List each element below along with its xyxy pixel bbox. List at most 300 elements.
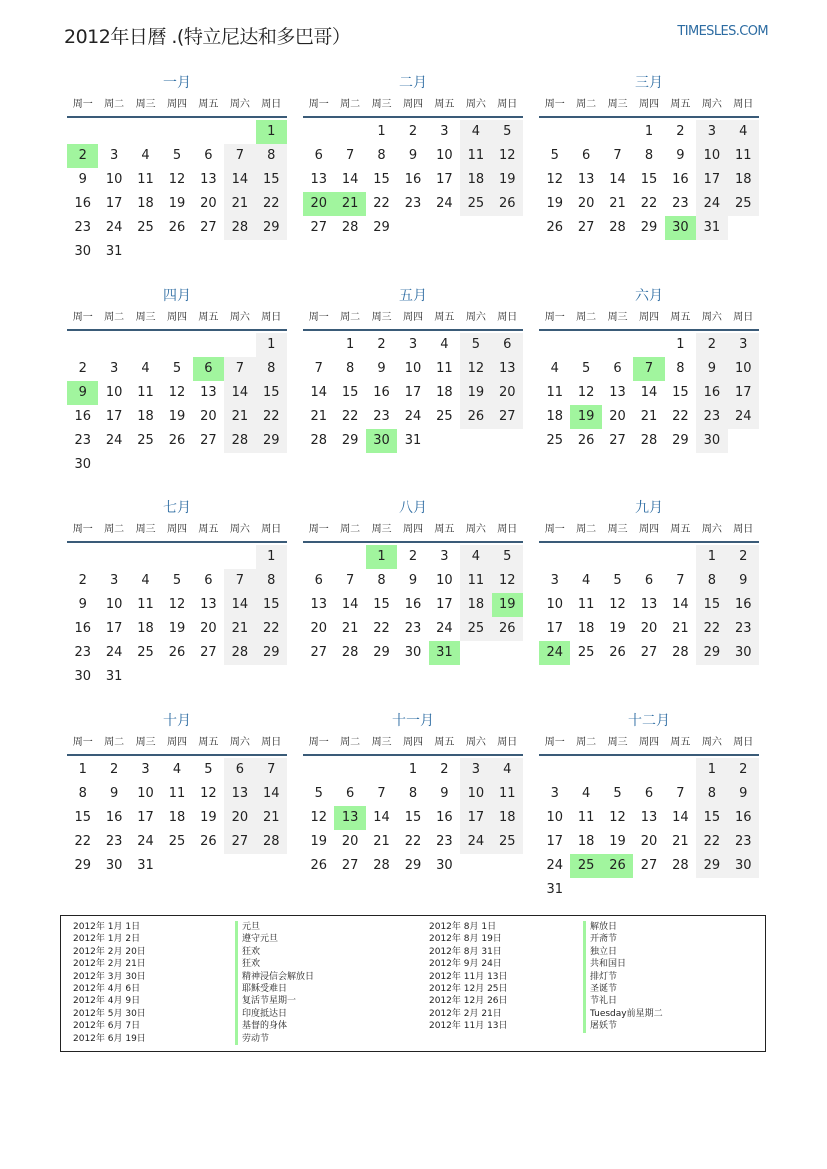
day-cell: 15 (256, 381, 287, 405)
day-cell: 5 (492, 120, 523, 144)
month-5 (303, 285, 523, 498)
day-cell: 21 (373, 833, 390, 849)
day-cell: 10 (436, 573, 453, 588)
weekday-label: 周四 (638, 736, 659, 748)
weekday-label: 周一 (544, 99, 565, 110)
holiday-entry: 2012年 11月 13日 (429, 971, 508, 982)
weekday-label: 周五 (198, 99, 219, 110)
weekday-label: 周五 (434, 99, 455, 110)
holiday-entry: Tuesday前星期二 (590, 1008, 663, 1019)
day-cell: 15 (256, 168, 287, 192)
holiday-day-cell: 21 (334, 192, 365, 216)
day-cell: 9 (377, 360, 386, 376)
weekday-label: 周四 (166, 99, 187, 110)
day-cell: 16 (373, 384, 390, 400)
empty-day-cell (602, 333, 633, 357)
month-title: 六月 (635, 287, 663, 304)
day-cell: 11 (577, 809, 595, 825)
day-cell: 2 (408, 549, 418, 564)
day-cell: 17 (546, 833, 563, 849)
holiday-entry: 2012年 2月 20日 (73, 946, 146, 957)
day-cell: 4 (728, 120, 759, 144)
day-grid (303, 333, 523, 453)
holiday-day-cell: 7 (633, 357, 664, 381)
day-cell: 20 (341, 833, 359, 849)
day-cell: 23 (404, 196, 422, 211)
weekday-label: 周四 (638, 311, 659, 323)
weekday-label: 周五 (434, 736, 455, 748)
empty-day-cell (570, 545, 601, 569)
site-brand-link[interactable]: TIMESLES.COM (677, 24, 768, 39)
day-cell: 23 (74, 432, 91, 448)
day-cell: 7 (377, 785, 386, 801)
weekday-label: 周五 (198, 524, 219, 535)
day-cell: 24 (728, 405, 759, 429)
day-cell: 25 (460, 192, 491, 216)
day-cell: 2 (728, 758, 759, 782)
day-cell: 5 (172, 360, 182, 376)
empty-day-cell (570, 333, 601, 357)
empty-day-cell (633, 545, 664, 569)
day-grid (539, 545, 759, 665)
weekday-label: 周日 (261, 736, 282, 748)
day-cell: 15 (373, 597, 390, 612)
day-cell: 28 (224, 216, 255, 240)
day-cell: 7 (676, 785, 685, 801)
day-cell: 6 (314, 148, 323, 163)
month-title: 十月 (163, 712, 191, 729)
day-cell: 11 (168, 785, 186, 801)
day-cell: 25 (728, 192, 759, 216)
day-cell: 16 (672, 172, 689, 187)
day-cell: 17 (105, 621, 123, 636)
day-cell: 31 (105, 244, 123, 259)
weekday-label: 周五 (670, 311, 691, 323)
day-cell: 4 (492, 758, 523, 782)
day-cell: 2 (696, 333, 727, 357)
day-cell: 19 (609, 833, 626, 849)
holiday-entry: 狂欢 (242, 946, 261, 957)
day-cell: 4 (460, 120, 491, 144)
weekday-header (303, 307, 523, 331)
day-cell: 27 (200, 645, 217, 660)
weekday-label: 周四 (166, 524, 187, 535)
holiday-entry: 劳动节 (242, 1033, 270, 1044)
day-cell: 6 (204, 148, 213, 163)
holiday-entry: 2012年 4月 6日 (73, 984, 141, 995)
weekday-label: 周日 (261, 99, 282, 110)
weekday-label: 周三 (135, 311, 156, 323)
day-cell: 29 (404, 857, 422, 873)
weekday-label: 周三 (135, 736, 156, 748)
day-cell: 25 (137, 220, 154, 235)
day-cell: 23 (404, 621, 422, 636)
month-title: 三月 (635, 75, 663, 91)
weekday-label: 周五 (670, 736, 691, 748)
empty-day-cell (539, 758, 570, 782)
weekday-label: 周日 (261, 524, 282, 535)
day-cell: 11 (460, 144, 491, 168)
empty-day-cell (665, 545, 696, 569)
day-cell: 30 (105, 857, 123, 873)
weekday-header (539, 94, 759, 118)
day-cell: 29 (74, 857, 91, 873)
day-cell: 22 (373, 621, 390, 636)
calendar-grid (67, 72, 761, 922)
day-cell: 6 (613, 360, 622, 376)
weekday-label: 周二 (340, 311, 361, 323)
holiday-day-cell: 9 (67, 381, 98, 405)
day-cell: 1 (644, 124, 654, 139)
day-cell: 7 (345, 573, 355, 588)
holiday-entry: 节礼日 (590, 996, 618, 1007)
day-cell: 31 (105, 669, 123, 684)
day-cell: 4 (440, 336, 449, 352)
day-cell: 8 (377, 573, 386, 588)
day-cell: 22 (256, 617, 287, 641)
empty-day-cell (67, 545, 98, 569)
day-cell: 20 (577, 196, 595, 211)
empty-day-cell (224, 333, 255, 357)
day-grid (539, 333, 759, 453)
holiday-list (60, 915, 766, 1052)
day-cell: 9 (78, 172, 87, 187)
day-cell: 14 (640, 384, 658, 400)
day-cell: 16 (404, 597, 422, 612)
day-cell: 26 (310, 857, 327, 873)
day-cell: 13 (224, 782, 255, 806)
weekday-header (539, 732, 759, 756)
empty-day-cell (303, 545, 334, 569)
day-cell: 14 (256, 782, 287, 806)
day-cell: 27 (200, 220, 217, 235)
holiday-entry: 独立日 (590, 946, 618, 957)
month-title: 九月 (635, 500, 663, 516)
day-cell: 2 (78, 360, 87, 376)
day-cell: 19 (168, 621, 186, 636)
day-cell: 8 (256, 144, 287, 168)
month-6 (539, 285, 759, 498)
weekday-label: 周一 (308, 736, 329, 748)
day-cell: 7 (256, 758, 287, 782)
day-cell: 26 (168, 220, 186, 235)
day-cell: 27 (577, 220, 595, 235)
day-cell: 18 (460, 593, 491, 617)
day-cell: 3 (550, 785, 559, 801)
day-cell: 15 (256, 593, 287, 617)
weekday-label: 周二 (104, 524, 125, 535)
day-cell: 19 (609, 621, 626, 636)
holiday-day-cell: 13 (334, 806, 365, 830)
holiday-entry: 屠妖节 (590, 1021, 618, 1032)
day-cell: 31 (404, 432, 422, 448)
day-cell: 28 (609, 220, 626, 235)
day-cell: 20 (200, 196, 217, 211)
empty-day-cell (193, 545, 224, 569)
month-title: 一月 (163, 75, 191, 91)
day-cell: 24 (460, 830, 491, 854)
month-title: 八月 (399, 500, 427, 516)
day-cell: 30 (696, 429, 727, 453)
holiday-entry: 开斋节 (590, 934, 618, 945)
day-cell: 24 (105, 220, 123, 235)
day-cell: 1 (256, 333, 287, 357)
empty-day-cell (366, 758, 397, 782)
day-cell: 31 (137, 857, 154, 873)
day-cell: 5 (204, 761, 213, 777)
day-cell: 22 (256, 405, 287, 429)
day-cell: 6 (644, 573, 654, 588)
weekday-header (67, 94, 287, 118)
holiday-entry: 遵守元旦 (242, 934, 279, 945)
day-cell: 26 (200, 833, 217, 849)
day-cell: 30 (74, 244, 91, 259)
day-cell: 9 (408, 148, 418, 163)
day-cell: 21 (310, 408, 327, 424)
day-cell: 8 (377, 148, 386, 163)
weekday-header (303, 519, 523, 543)
day-cell: 14 (310, 384, 327, 400)
day-cell: 29 (640, 220, 658, 235)
weekday-label: 周三 (371, 99, 392, 110)
day-cell: 1 (78, 761, 87, 777)
day-cell: 6 (224, 758, 255, 782)
day-cell: 12 (460, 357, 491, 381)
holiday-entry: 精神浸信会解放日 (242, 971, 315, 982)
day-cell: 4 (141, 573, 150, 588)
day-cell: 14 (672, 809, 689, 825)
day-cell: 13 (200, 597, 217, 612)
holiday-entry: 圣诞节 (590, 984, 618, 995)
day-cell: 23 (74, 220, 91, 235)
day-cell: 17 (460, 806, 491, 830)
day-cell: 10 (436, 148, 453, 163)
day-cell: 3 (728, 333, 759, 357)
day-cell: 9 (696, 357, 727, 381)
day-cell: 17 (105, 408, 123, 424)
day-cell: 12 (492, 569, 523, 593)
month-10 (67, 710, 287, 923)
weekday-label: 周五 (434, 524, 455, 535)
day-cell: 26 (492, 192, 523, 216)
day-cell: 3 (460, 758, 491, 782)
weekday-label: 周一 (544, 524, 565, 535)
empty-day-cell (303, 758, 334, 782)
weekday-label: 周三 (371, 736, 392, 748)
day-cell: 25 (137, 432, 154, 448)
day-cell: 10 (404, 360, 422, 376)
day-cell: 3 (696, 120, 727, 144)
day-cell: 16 (728, 806, 759, 830)
day-cell: 11 (728, 144, 759, 168)
weekday-label: 周日 (733, 311, 754, 323)
day-cell: 13 (492, 357, 523, 381)
day-cell: 22 (74, 833, 91, 849)
day-cell: 29 (341, 432, 359, 448)
weekday-label: 周一 (308, 524, 329, 535)
day-cell: 17 (105, 196, 123, 211)
day-cell: 11 (577, 597, 595, 612)
day-cell: 3 (440, 549, 449, 564)
holiday-day-cell: 24 (539, 641, 570, 665)
weekday-label: 周六 (229, 311, 250, 323)
day-cell: 20 (310, 621, 327, 636)
day-cell: 17 (546, 621, 563, 636)
weekday-label: 周四 (402, 736, 423, 748)
weekday-label: 周三 (607, 736, 628, 748)
day-cell: 19 (310, 833, 327, 849)
day-grid (303, 758, 523, 878)
holiday-entry: 2012年 5月 30日 (73, 1008, 146, 1019)
day-cell: 3 (408, 336, 418, 352)
empty-day-cell (570, 120, 601, 144)
day-cell: 24 (546, 857, 563, 873)
weekday-label: 周六 (229, 736, 250, 748)
day-cell: 27 (200, 432, 217, 448)
weekday-label: 周二 (576, 311, 597, 323)
weekday-label: 周六 (465, 99, 486, 110)
weekday-label: 周五 (670, 99, 691, 110)
weekday-label: 周一 (72, 311, 93, 323)
day-cell: 22 (341, 408, 359, 424)
empty-day-cell (633, 758, 664, 782)
weekday-label: 周一 (308, 99, 329, 110)
weekday-header (303, 732, 523, 756)
day-cell: 22 (404, 833, 422, 849)
day-cell: 2 (408, 124, 418, 139)
holiday-entry: 狂欢 (242, 959, 261, 970)
day-cell: 9 (408, 573, 418, 588)
day-cell: 11 (137, 384, 154, 400)
day-cell: 12 (577, 384, 595, 400)
day-cell: 4 (460, 545, 491, 569)
day-cell: 12 (200, 785, 217, 801)
weekday-label: 周三 (371, 311, 392, 323)
empty-day-cell (334, 545, 365, 569)
weekday-label: 周六 (229, 99, 250, 110)
weekday-label: 周四 (638, 99, 659, 110)
day-cell: 7 (676, 573, 685, 588)
day-cell: 2 (377, 336, 386, 352)
day-cell: 16 (404, 172, 422, 187)
weekday-header (67, 519, 287, 543)
day-cell: 8 (256, 357, 287, 381)
empty-day-cell (130, 120, 161, 144)
day-cell: 3 (109, 360, 119, 376)
month-title: 七月 (163, 500, 191, 516)
holiday-day-cell: 1 (366, 545, 397, 569)
weekday-label: 周二 (340, 524, 361, 535)
day-cell: 1 (676, 336, 685, 352)
day-cell: 16 (105, 809, 123, 825)
day-cell: 7 (345, 148, 355, 163)
day-cell: 2 (109, 761, 119, 777)
month-7 (67, 497, 287, 710)
weekday-label: 周三 (371, 524, 392, 535)
holiday-day-cell: 31 (429, 641, 460, 665)
day-cell: 17 (696, 168, 727, 192)
empty-day-cell (602, 758, 633, 782)
day-cell: 14 (341, 172, 359, 187)
holiday-day-cell: 20 (303, 192, 334, 216)
day-cell: 28 (256, 830, 287, 854)
weekday-label: 周二 (104, 311, 125, 323)
day-cell: 21 (609, 196, 626, 211)
empty-day-cell (98, 333, 129, 357)
holiday-names-column-2 (583, 921, 663, 1033)
day-cell: 12 (492, 144, 523, 168)
empty-day-cell (193, 120, 224, 144)
day-cell: 26 (609, 645, 626, 660)
day-cell: 8 (696, 569, 727, 593)
weekday-label: 周日 (261, 311, 282, 323)
day-cell: 12 (168, 597, 186, 612)
day-cell: 26 (492, 617, 523, 641)
day-cell: 18 (436, 384, 453, 400)
day-cell: 12 (310, 809, 327, 825)
day-cell: 7 (314, 360, 323, 376)
weekday-label: 周一 (72, 99, 93, 110)
day-cell: 14 (341, 597, 359, 612)
empty-day-cell (665, 758, 696, 782)
holiday-entry: 2012年 8月 19日 (429, 934, 502, 945)
day-cell: 8 (696, 782, 727, 806)
day-cell: 5 (613, 573, 622, 588)
weekday-label: 周六 (229, 524, 250, 535)
holiday-entry: 2012年 6月 19日 (73, 1033, 146, 1044)
day-cell: 25 (460, 617, 491, 641)
weekday-label: 周日 (497, 311, 518, 323)
day-cell: 19 (168, 408, 186, 424)
day-cell: 4 (581, 573, 591, 588)
day-cell: 13 (200, 384, 217, 400)
day-cell: 17 (137, 809, 154, 825)
day-cell: 16 (436, 809, 453, 825)
weekday-label: 周四 (166, 311, 187, 323)
day-cell: 19 (460, 381, 491, 405)
day-cell: 24 (436, 621, 453, 636)
day-cell: 23 (696, 405, 727, 429)
day-cell: 5 (550, 148, 559, 163)
day-cell: 16 (74, 196, 91, 211)
day-cell: 1 (696, 545, 727, 569)
empty-day-cell (193, 333, 224, 357)
holiday-entry: 2012年 11月 13日 (429, 1021, 508, 1032)
holiday-entry: 2012年 4月 9日 (73, 996, 141, 1007)
day-cell: 29 (256, 641, 287, 665)
month-8 (303, 497, 523, 710)
weekday-header (303, 94, 523, 118)
holiday-entry: 复活节星期一 (242, 996, 297, 1007)
day-cell: 1 (377, 124, 386, 139)
day-cell: 21 (256, 806, 287, 830)
month-11 (303, 710, 523, 923)
empty-day-cell (224, 545, 255, 569)
day-cell: 21 (224, 405, 255, 429)
weekday-label: 周二 (576, 99, 597, 110)
day-cell: 24 (105, 645, 123, 660)
day-cell: 13 (310, 172, 327, 187)
day-cell: 17 (436, 172, 453, 187)
day-cell: 12 (609, 809, 626, 825)
day-cell: 17 (436, 597, 453, 612)
day-grid (67, 333, 287, 477)
day-cell: 27 (341, 857, 359, 873)
day-cell: 12 (609, 597, 626, 612)
day-cell: 25 (168, 833, 186, 849)
day-cell: 3 (109, 148, 119, 163)
holiday-entry: 2012年 12月 26日 (429, 996, 508, 1007)
